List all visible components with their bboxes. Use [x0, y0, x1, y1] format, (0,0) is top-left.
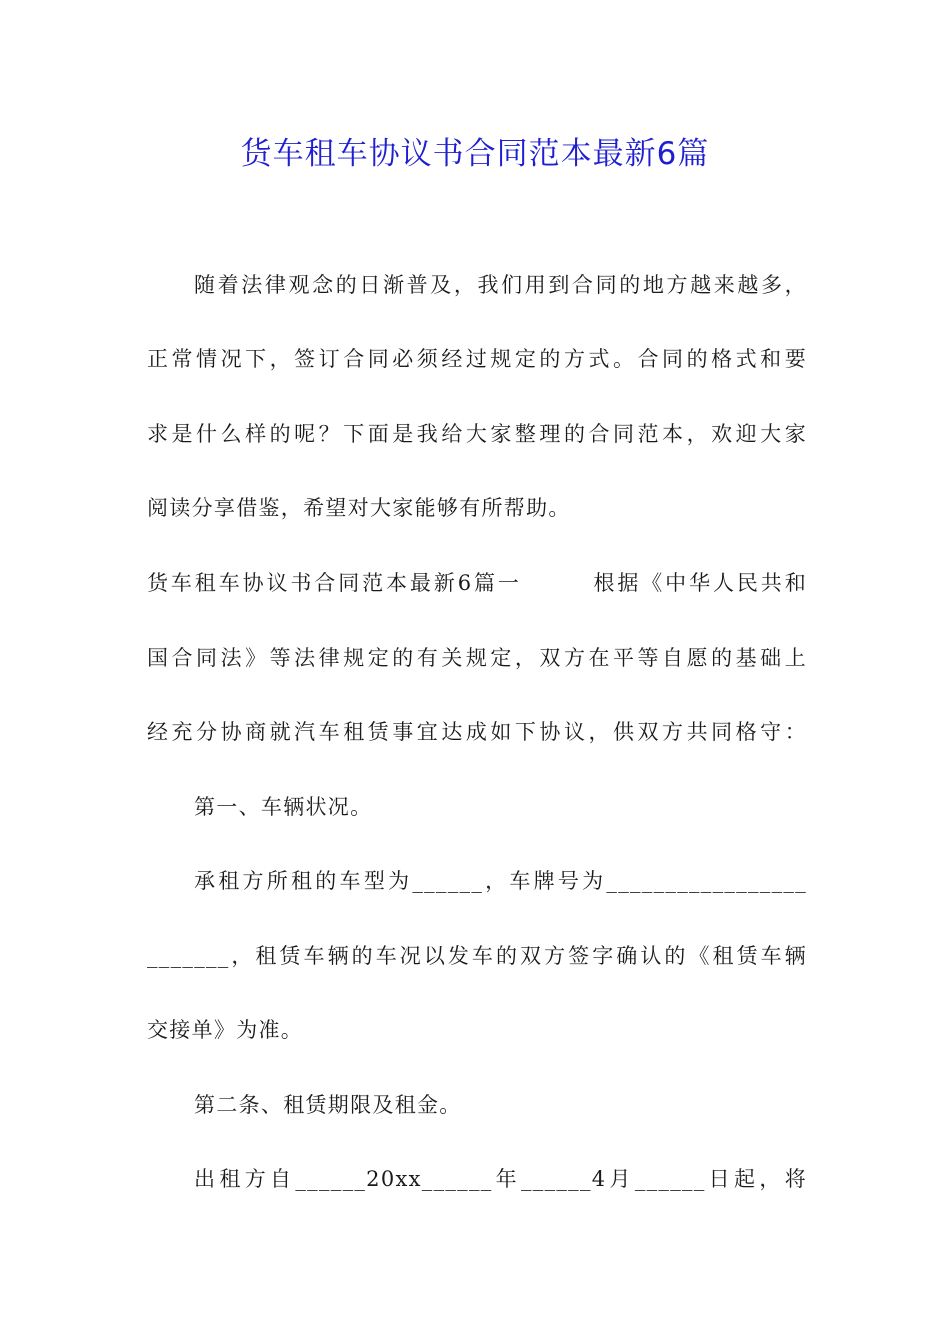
paragraph-line: 货车租车协议书合同范本最新6篇一 根据《中华人民共和 [147, 571, 807, 595]
paragraph-line: 承租方所租的车型为______，车牌号为_________________ [194, 869, 807, 893]
document-title: 货车租车协议书合同范本最新6篇 [240, 136, 710, 172]
section-heading: 第一、车辆状况。 [194, 795, 373, 819]
paragraph-line: 随着法律观念的日渐普及，我们用到合同的地方越来越多， [194, 273, 807, 297]
paragraph-line: 经充分协商就汽车租赁事宜达成如下协议，供双方共同格守： [147, 720, 807, 744]
paragraph-line: 出租方自______20xx______年______4月______日起，将 [194, 1167, 807, 1191]
paragraph-line: 正常情况下，签订合同必须经过规定的方式。合同的格式和要 [147, 347, 807, 371]
paragraph-line: 阅读分享借鉴，希望对大家能够有所帮助。 [147, 496, 571, 520]
paragraph-line: 交接单》为准。 [147, 1018, 304, 1042]
paragraph-line: 国合同法》等法律规定的有关规定，双方在平等自愿的基础上 [147, 646, 807, 670]
paragraph-line: 求是什么样的呢？下面是我给大家整理的合同范本，欢迎大家 [147, 422, 807, 446]
paragraph-line: _______，租赁车辆的车况以发车的双方签字确认的《租赁车辆 [147, 944, 807, 968]
section-heading: 第二条、租赁期限及租金。 [194, 1093, 462, 1117]
